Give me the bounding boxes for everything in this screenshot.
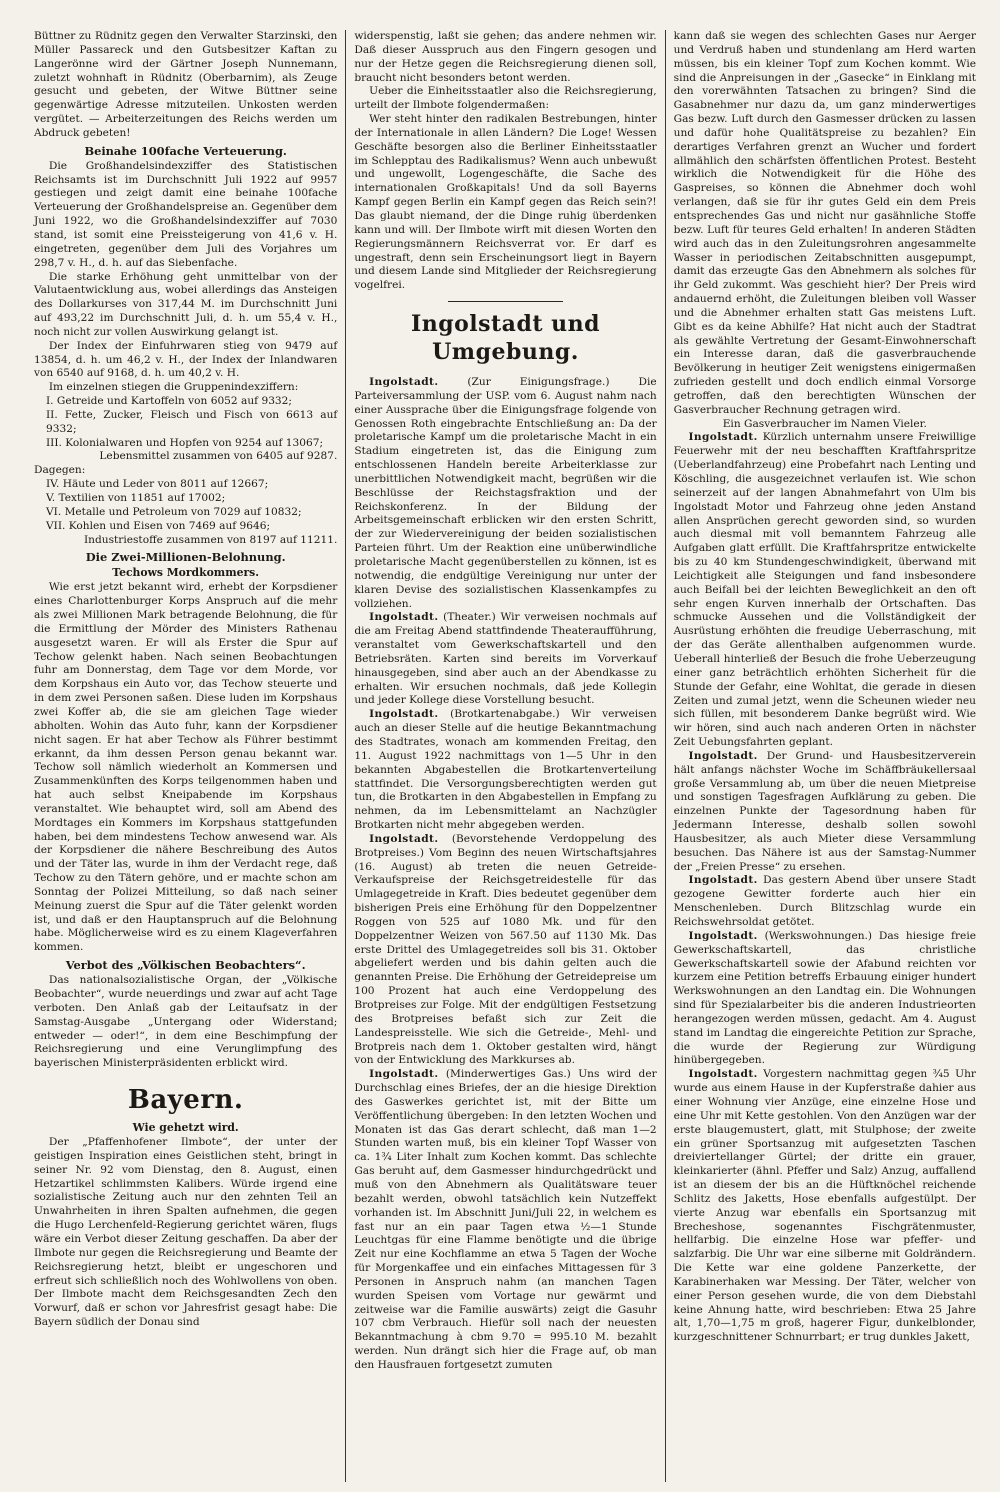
index-line: I. Getreide und Kartoffeln von 6052 auf 9332; bbox=[46, 395, 292, 408]
index-label: Dagegen: bbox=[34, 464, 86, 477]
item-text: Das gestern Abend über unsere Stadt gezogene Gewitter forderte auch hier ein Menschenleben. Durch Blitzschlag wurde ein Reichswehrsoldat getötet. bbox=[673, 874, 976, 928]
item-lead: Ingolstadt. bbox=[688, 431, 758, 444]
item-text: (Zur Einigungsfrage.) Die Parteiversammlung der USP. vom 6. August nahm nach einer Aussprache über die Einigungsfrage folgende von Genossen Roth eingebrachte Entschließung an: Da der proletarische Kampf um die proletarische Macht in ein Stadium eingetreten ist, das die Einigung zum entschlossenen Handeln bereite Arbeiterklasse zur unerbittlichen Notwendigkeit macht, begrüßen wir die Beschlüsse der Reichstagsfraktion und der Reichskonferenz. In der Bildung der Arbeitsgemeinschaft erblicken wir den ersten Schritt, der zur Wiedervereinigung der beiden sozialistischen Parteien führt. Um der Reaktion eine unüberwindliche proletarische Macht gegenüberstellen zu können, ist es notwendig, die endgültige Vereinigung nur unter der klaren Devise des sozialistischen Klassenkampfes zu vollziehen. bbox=[354, 376, 657, 610]
news-item bbox=[354, 833, 656, 1068]
item-lead: Ingolstadt. bbox=[688, 874, 758, 887]
index-total: Lebensmittel zusammen von 6405 auf 9287. bbox=[99, 450, 338, 463]
item-lead: Ingolstadt. bbox=[369, 708, 439, 721]
article-subheading: Techows Mordkommers. bbox=[112, 566, 260, 580]
index-line: III. Kolonialwaren und Hopfen von 9254 auf 13067; bbox=[46, 436, 324, 449]
item-text: Kürzlich unternahm unsere Freiwillige Feuerwehr mit der neu beschafften Kraftfahrspritze (Ueberlandfahrzeug) eine Probefahrt nach Lenting und Köschling, die ausgezeichnet verlaufen ist. Wie schon seinerzeit auf der langen Abnahmefahrt von Ulm bis Ingolstadt Motor und Fahrzeug ohne jeden Anstand allen Ansprüchen gerecht geworden sind, so wurden auch diesmal mit voll bemanntem Fahrzeug alle Aufgaben glatt erfüllt. Die Kraftfahrspritze entwickelte bis zu 40 km Stundengeschwindigkeit, überwand mit Leichtigkeit alle Steigungen und fand insbesondere auch Beifall bei der leichten Beweglichkeit an den oft sehr engen Kurven innerhalb der Ortschaften. Das schmucke Aussehen und die Vollständigkeit der Ausrüstung erhöhten die freudige Ueberraschung, mit der das Geräte allenthalben aufgenommen wurde. Ueberall hinterließ der Besuch die frohe Ueberzeugung einer ganz beträchtlich erhöhten Sicherheit für die Stunde der Gefahr, eine Wohltat, die gerade in diesen Zeiten und zumal jetzt, wenn die Scheunen wieder neu sich füllen, mit besonderem Danke begrüßt wird. Wie wir hören, sind auch nach anderen Orten in nächster Zeit Uebungsfahrten geplant. bbox=[673, 431, 976, 749]
column-2 bbox=[345, 30, 664, 1482]
item-text: (Theater.) Wir verweisen nochmals auf die am Freitag Abend stattfindende Theateraufführung, veranstaltet vom Gewerkschaftskartell und den Betriebsräten. Karten sind bereits im Vorverkauf hinausgegeben, sind aber auch an der Abendkasse zu erhalten. Wir ersuchen nochmals, daß jede Kollegin und jeder Kollege diese Vorstellung besucht. bbox=[354, 611, 657, 707]
news-item bbox=[354, 1068, 656, 1373]
paragraph: Im einzelnen stiegen die Gruppenindexziffern: bbox=[48, 381, 299, 394]
paragraph: Der Index der Einfuhrwaren stieg von 9479 auf 13854, d. h. um 46,2 v. H., der Index der Inlandwaren von 6540 auf 9168, d. h. um 40,2 v. H. bbox=[34, 339, 338, 380]
paragraph: Ueber die Einheitsstaatler also die Reichsregierung, urteilt der Ilmbote folgendermaßen: bbox=[354, 85, 657, 112]
paragraph: widerspenstig, laßt sie gehen; das andere nehmen wir. Daß dieser Ausspruch aus den Fingern gesogen und nur der Hetze gegen die Reichsregierung dienen soll, braucht nicht besonders betont werden. bbox=[354, 30, 657, 84]
item-lead: Ingolstadt. bbox=[369, 1068, 439, 1081]
separator-rule bbox=[448, 301, 563, 302]
paragraph: Wer steht hinter den radikalen Bestrebungen, hinter der Internationale in allen Ländern? Die Loge! Wessen Geschäfte besorgen also die Berliner Einheitsstaatler im Schlepptau des Radikalismus? Wenn auch unbewußt und ungewollt, Logengeschäfte, die Sache des internationalen Großkapitals! Und da soll Bayerns Kampf gegen Berlin ein Kampf gegen das Reich sein?! Das glaubt niemand, der die Dinge ruhig überdenken kann und will. Der Ilmbote wirft mit diesen Worten den Regierungsmännern Reichsverrat vor. Er darf es ungestraft, denn sein Erscheinungsort liegt in Bayern und diesem Lande sind Mitglieder der Reichsregierung vogelfrei. bbox=[354, 113, 657, 292]
news-item bbox=[674, 431, 976, 749]
article-heading: Die Zwei-Millionen-Belohnung. bbox=[85, 550, 286, 565]
news-item bbox=[674, 874, 976, 929]
article-subheading: Wie gehetzt wird. bbox=[132, 1121, 239, 1135]
item-lead: Ingolstadt. bbox=[688, 749, 758, 762]
signature: Ein Gasverbraucher im Namen Vieler. bbox=[722, 417, 927, 430]
news-item bbox=[674, 930, 976, 1068]
paragraph: Das nationalsozialistische Organ, der „Völkische Beobachter“, wurde neuerdings und zwar auf acht Tage verboten. Den Anlaß gab der Leitaufsatz in der Samstag-Ausgabe „Untergang oder Widerstand; entweder — oder!“, in dem eine Beschimpfung der Reichsregierung und eine Verunglimpfung des bayerischen Ministerpräsidenten erblickt wird. bbox=[34, 974, 338, 1070]
news-item bbox=[674, 750, 976, 875]
paragraph: Wie erst jetzt bekannt wird, erhebt der Korpsdiener eines Charlottenburger Korps Anspruch auf die mehr als zwei Millionen Mark betragende Belohnung, die für die Ermittlung der Mörder des Ministers Rathenau ausgesetzt waren. Er will als Erster die Spur auf Techow gelenkt haben. Nach seinen Beobachtungen fuhr am Donnerstag, dem Tage vor dem Morde, vor dem Korpshaus ein Auto vor, das Techow steuerte und in dem zwei Personen saßen. Diese luden im Korpshaus zwei Koffer ab, die sie am gleichen Tage wieder abholten. Wohin das Auto fuhr, kann der Korpsdiener nicht sagen. Er hat aber Techow als Führer bestimmt erkannt, da ihm dessen Person genau bekannt war. Techow soll nämlich wiederholt an Kommersen und Zusammenkünften des Korps teilgenommen haben und hat auch selbst Kneipabende im Korpshaus veranstaltet. Wie behauptet wird, soll am Abend des Mordtages ein Kommers im Korpshaus stattgefunden haben, bei dem mindestens Techow anwesend war. Als der Korpsdiener die nähere Beschreibung des Autos und der Täter las, wurde in ihm der Verdacht rege, daß Techow zu den Tätern gehöre, und er machte schon am Sonntag der Polizei Mitteilung, so daß nach seiner Meinung zuerst die Spur auf die Täter gelenkt worden ist, und daß er den Hauptanspruch auf die Belohnung habe. Möglicherweise wird es zu einem Klageverfahren kommen. bbox=[34, 581, 338, 954]
index-line: V. Textilien von 11851 auf 17002; bbox=[46, 492, 226, 504]
index-line: VII. Kohlen und Eisen von 7469 auf 9646; bbox=[46, 519, 271, 532]
item-text: (Brotkartenabgabe.) Wir verweisen auch an dieser Stelle auf die heutige Bekanntmachung des Stadtrates, wonach am kommenden Freitag, den 11. August 1922 nachmittags von 1—5 Uhr in den bekannten Abgabestellen die Brotkartenverteilung stattfindet. Die Versorgungsberechtigten werden gut tun, die Brotkarten in den Abgabestellen in Empfang zu nehmen, da im Lebensmittelamt an Nachzügler Brotkarten nicht mehr abgegeben werden. bbox=[354, 708, 657, 832]
item-text: (Werkswohnungen.) Das hiesige freie Gewerkschaftskartell, das christliche Gewerkschaftskartell sowie der Afabund reichten vor kurzem eine Petition betreffs Erbauung einiger hundert Werkswohnungen an den Landtag ein. Die Wohnungen sind für Spezialarbeiter bis die anderen Industrieorten herangezogen werden müssen, gedacht. Am 4. August stand im Landtag die eingereichte Petition zur Sprache, die wurde der Regierung zur Würdigung hinübergegeben. bbox=[673, 929, 976, 1067]
item-lead: Ingolstadt. bbox=[688, 929, 758, 942]
index-line: II. Fette, Zucker, Fleisch und Fisch von 6613 auf 9332; bbox=[46, 408, 338, 435]
item-lead: Ingolstadt. bbox=[369, 832, 439, 845]
item-text: (Bevorstehende Verdoppelung des Brotpreises.) Vom Beginn des neuen Wirtschaftsjahres (16. August) ab treten die neuen Getreide-Verkaufspreise der Reichsgetreidestelle für das Umlagegetreide in Kraft. Dies bedeutet gegenüber dem bisherigen Preis eine Erhöhung für den Doppelzentner Roggen von 525 auf 1080 Mk. und für den Doppelzentner Weizen von 567.50 auf 1130 Mk. Das erste Drittel des Umlagegetreides soll bis 31. Oktober abgeliefert werden und bis dahin gelten auch die genannten Preise. Die Erhöhung der Getreidepreise um 100 Prozent hat auch eine Verdoppelung des Brotpreises zur Folge. Mit der endgültigen Festsetzung des Brotpreises befaßt sich zur Zeit die Landespreisstelle. Wie sich die Getreide-, Mehl- und Brotpreis nach dem 1. Oktober gestalten wird, hängt von der Entwicklung des Markkurses ab. bbox=[354, 832, 657, 1067]
item-lead: Ingolstadt. bbox=[688, 1068, 758, 1081]
index-line: IV. Häute und Leder von 8011 auf 12667; bbox=[46, 478, 269, 491]
news-item bbox=[354, 611, 656, 708]
article-heading: Verbot des „Völkischen Beobachters“. bbox=[65, 958, 306, 973]
item-text: (Minderwertiges Gas.) Uns wird der Durchschlag eines Briefes, der an die hiesige Direktion des Gaswerkes gerichtet ist, mit der Bitte um Veröffentlichung übergeben: In den letzten Wochen und Monaten ist das Gas derart schlecht, daß man 1—2 Stunden warten muß, bis ein kleiner Topf Wasser von ca. 1¾ Liter Inhalt zum Kochen kommt. Das schlechte Gas beruht auf, dem Gasmesser hindurchgedrückt und muß von den Abnehmern als Qualitätsware teuer bezahlt werden, obwohl tatsächlich kein Nutzeffekt vorhanden ist. Im Abschnitt Juni/Juli 22, in welchem es fast nur an ein paar Tagen etwa ½—1 Stunde Leuchtgas für eine Flamme benötigte und die übrige Zeit nur eine Kochflamme an etwa 5 Tagen der Woche für Morgenkaffee und ein einfaches Mittagessen für 3 Personen in Anspruch nahm (an manchen Tagen wurden Speisen vom Vortage nur gewärmt und zeitweise war die Familie auswärts) zeigt die Gasuhr 107 cbm Verbrauch. Hiefür soll nach der neuesten Bekanntmachung à cbm 9.70 = 995.10 M. bezahlt werden. Nun drängt sich hier die Frage auf, ob man den Hausfrauen fortgesetzt zumuten bbox=[354, 1068, 657, 1371]
section-title: Ingolstadt und Umgebung. bbox=[410, 311, 601, 366]
section-title: Bayern. bbox=[127, 1085, 244, 1116]
paragraph: Der „Pfaffenhofener Ilmbote“, der unter der geistigen Inspiration eines Geistlichen steht, bringt in seiner Nr. 92 vom Dienstag, den 8. August, einen Hetzartikel schlimmsten Kalibers. Würde irgend eine sozialistische Zeitung auch nur den zehnten Teil an Unwahrheiten in ihren Spalten aufnehmen, die gegen die Hugo Lerchenfeld-Regierung gerichtet wären, flugs wäre ein Verbot dieser Zeitung geschaffen. Da aber der Ilmbote nur gegen die Reichsregierung und Beamte der Reichsregierung hetzt, bleibt er ungeschoren und erfreut sich schließlich noch des Wohlwollens von oben. Der Ilmbote macht dem Reichsgesandten Zech den Vorwurf, daß er schon vor Jahresfrist gesagt habe: Die Bayern südlich der Donau sind bbox=[34, 1136, 338, 1329]
item-lead: Ingolstadt. bbox=[369, 376, 439, 389]
paragraph: Die starke Erhöhung geht unmittelbar von der Valutaentwicklung aus, wobei allerdings das Ansteigen des Dollarkurses von 317,44 M. im Durchschnitt Juni auf 493,22 im Durchschnitt Juli, d. h. um 55,4 v. H., noch nicht zur vollen Auswirkung gelangt ist. bbox=[34, 270, 338, 338]
news-item bbox=[354, 376, 656, 611]
news-item bbox=[674, 1068, 976, 1345]
paragraph: Die Großhandelsindexziffer des Statistischen Reichsamts ist im Durchschnitt Juli 1922 auf 9957 gestiegen und zeigt damit eine beinahe 100fache Verteuerung der Großhandelspreise an. Gegenüber dem Juni 1922, wo die Großhandelsindexziffer auf 7030 stand, ist somit eine Preissteigerung von 41,6 v. H. eingetreten, gegenüber dem Juli des Vorjahres um 298,7 v. H., d. h. auf das Siebenfache. bbox=[34, 159, 338, 269]
article-heading: Beinahe 100fache Verteuerung. bbox=[84, 143, 287, 158]
paragraph: kann daß sie wegen des schlechten Gases nur Aerger und Verdruß haben und stundenlang am Herd warten müssen, bis ein kleiner Topf zum Kochen kommt. Wie sind die Anpreisungen in der „Gasecke“ in Einklang mit den vorerwähnten Tatsachen zu bringen? Sind die Gasabnehmer nur dazu da, um ganz minderwertiges Gas bezw. Luft durch den Gasmesser drücken zu lassen und dafür hohe Qualitätspreise zu bezahlen? Ein derartiges Verfahren grenzt an Wucher und fordert allmählich den schärfsten öffentlichen Protest. Besteht wirklich die Notwendigkeit für die Höhe des Gaspreises, so können die Abnehmer doch wohl verlangen, daß sie für ihr gutes Geld ein dem Preis entsprechendes Gas und nicht nur gasähnliche Stoffe bezw. Luft für teures Geld erhalten! In anderen Städten wird auch das in den Zuleitungsrohren angesammelte Wasser in periodischen Zeitabschnitten ausgepumpt, damit das erzeugte Gas den Abnehmern als solches für ihr Geld zukommt. Was geschieht hier? Der Preis wird andauernd erhöht, die Zuleitungen bleiben voll Wasser und die Abnehmer erhalten statt Gas meistens Luft. Gibt es da keine Abhilfe? Hat nicht auch der Stadtrat als gewählte Vertretung der Gesamt-Einwohnerschaft ein Interesse daran, daß die gasverbrauchende Bevölkerung in heutiger Zeit wenigstens einigermaßen zufrieden gestellt und doch endlich einmal Vorsorge getroffen, daß den berechtigten Wünschen der Gasverbraucher Rechnung getragen wird. bbox=[673, 30, 976, 416]
paragraph: Büttner zu Rüdnitz gegen den Verwalter Starzinski, den Müller Passareck und den Gutsbesitzer Kaftan zu Langerönne wird der Gärtner Joseph Nunnemann, zuletzt wohnhaft in Rüdnitz (Oberbarnim), als Zeuge gesucht und gebeten, der Witwe Büttner seine gegenwärtige Adresse mitzuteilen. Unkosten werden vergütet. — Arbeiterzeitungen des Reichs werden um Abdruck gebeten! bbox=[34, 30, 338, 139]
column-3 bbox=[665, 30, 984, 1482]
item-text: Der Grund- und Hausbesitzerverein hält anfangs nächster Woche im Schäffbräukellersaal große Versammlung ab, um über die neuen Mietpreise und sonstigen Tagesfragen Aufklärung zu geben. Die einzelnen Punkte der Tagesordnung haben für Jedermann Interesse, deshalb sollen sowohl Hausbesitzer, als auch Mieter diese Versammlung besuchen. Das Nähere ist aus der Samstag-Nummer der „Freien Presse“ zu ersehen. bbox=[673, 749, 976, 873]
item-lead: Ingolstadt. bbox=[369, 611, 439, 624]
index-total: Industriestoffe zusammen von 8197 auf 11211. bbox=[83, 533, 338, 546]
index-line: VI. Metalle und Petroleum von 7029 auf 10832; bbox=[46, 505, 302, 518]
news-item bbox=[354, 708, 656, 833]
column-1 bbox=[26, 30, 345, 1482]
item-text: Vorgestern nachmittag gegen ¾5 Uhr wurde aus einem Hause in der Kupferstraße dahier aus einer Wohnung vier Anzüge, eine einzelne Hose und eine Uhr mit Kette gestohlen. Von den Anzügen war der erste blaugemustert, glatt, mit Stulphose; der zweite ein grüner Sportsanzug mit aufgesetzten Taschen dreiviertellanger Gürtel; der dritte ein grauer, kleinkarierter (ähnl. Pfeffer und Salz) Anzug, auffallend ist an diesem der bis an die Hüftknöchel reichende Schlitz des Jaketts, Hose ebenfalls aufgestülpt. Der vierte Anzug war ebenfalls ein Sportsanzug mit Brecheshose, sogenanntes Fischgrätenmuster, hellfarbig. Die einzelne Hose war pfeffer- und salzfarbig. Die Uhr war eine silberne mit Goldrändern. Die Kette war eine goldene Panzerkette, der Karabinerhaken war Messing. Der Täter, welcher von einer Person gesehen wurde, die von dem Diebstahl keine Ahnung hatte, wird beschrieben: Etwa 25 Jahre alt, 1,70—1,75 m groß, hagerer Figur, dunkelblonder, kurzgeschnittener Schnurrbart; er trug dunkles Jakett, bbox=[673, 1068, 976, 1344]
